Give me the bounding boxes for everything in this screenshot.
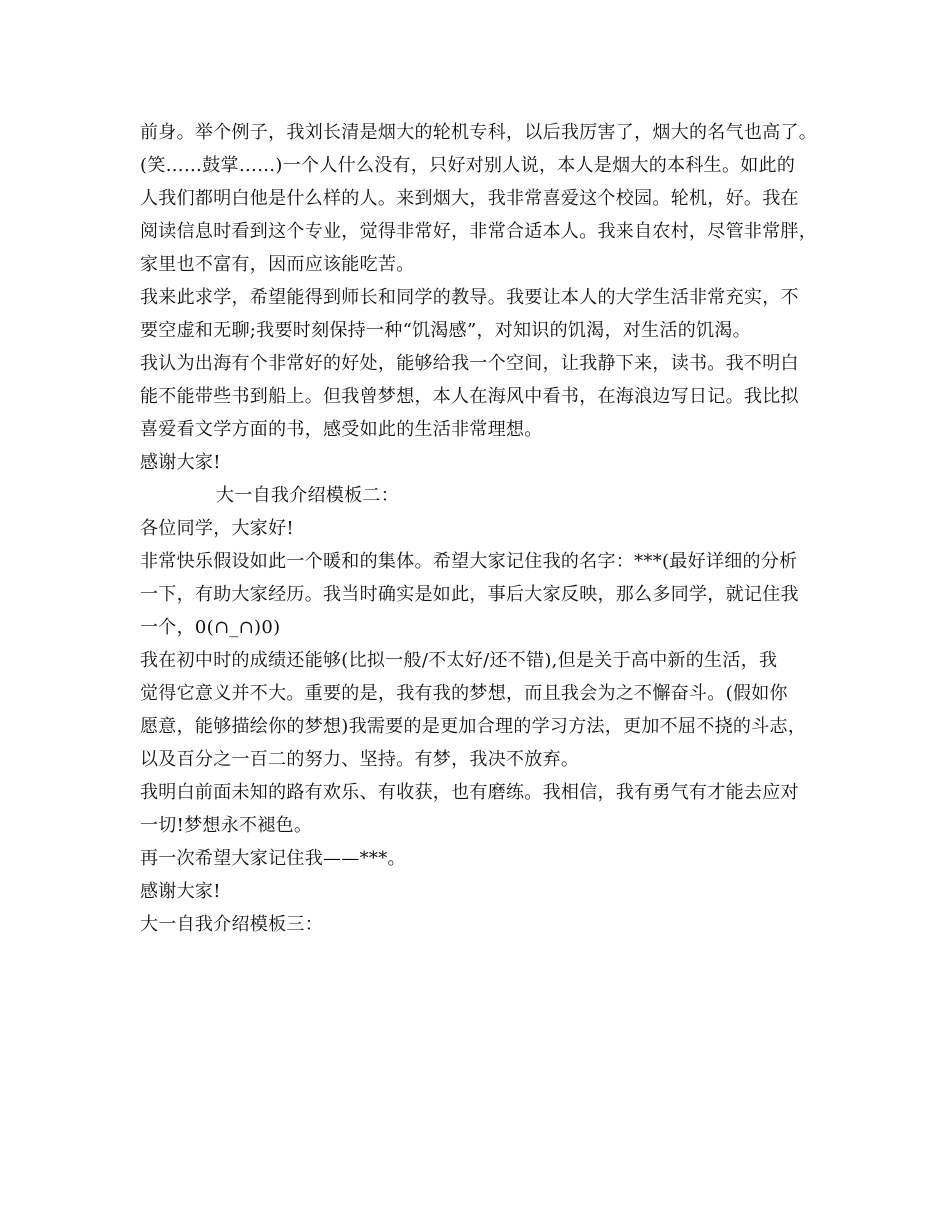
paragraph [140,116,840,281]
paragraph [140,545,840,644]
text-line: 非常快乐假设如此一个暖和的集体。希望大家记住我的名字：***(最好详细的分析 [140,551,798,572]
text-line: 再一次希望大家记住我——***。 [140,848,406,869]
text-line: 觉得它意义并不大。重要的是，我有我的梦想，而且我会为之不懈奋斗。(假如你 [140,683,788,704]
text-line: 我在初中时的成绩还能够(比拟一般/不太好/还不错),但是关于高中新的生活，我 [140,650,778,671]
text-line: 一切!梦想永不褪色。 [140,815,313,836]
text-line: 人我们都明白他是什么样的人。来到烟大，我非常喜爱这个校园。轮机，好。我在 [140,188,799,209]
text-line: 大一自我介绍模板三： [140,914,323,935]
text-line: 家里也不富有，因而应该能吃苦。 [140,254,415,275]
paragraph [140,281,840,347]
text-line: 以及百分之一百二的努力、坚持。有梦，我决不放弃。 [140,749,580,770]
text-line: 一个，0(∩_∩)0) [140,617,281,638]
section-heading [140,479,840,512]
closing-line [140,875,840,908]
text-line: 能不能带些书到船上。但我曾梦想，本人在海风中看书，在海浪边写日记。我比拟 [140,386,799,407]
text-line: 我来此求学，希望能得到师长和同学的教导。我要让本人的大学生活非常充实，不 [140,287,799,308]
text-line: 大一自我介绍模板二： [216,485,399,506]
paragraph [140,644,840,776]
text-line: 喜爱看文学方面的书，感受如此的生活非常理想。 [140,419,543,440]
text-line: 感谢大家! [140,881,221,902]
document-body [140,116,840,941]
text-line: 前身。举个例子，我刘长清是烟大的轮机专科，以后我厉害了，烟大的名气也高了。 [140,122,818,143]
text-line: 我认为出海有个非常好的好处，能够给我一个空间，让我静下来，读书。我不明白 [140,353,799,374]
text-line: 阅读信息时看到这个专业，觉得非常好，非常合适本人。我来自农村，尽管非常胖， [140,221,818,242]
text-line: 我明白前面未知的路有欢乐、有收获，也有磨练。我相信，我有勇气有才能去应对 [140,782,799,803]
text-line: 要空虚和无聊;我要时刻保持一种“饥渴感”，对知识的饥渴，对生活的饥渴。 [140,320,751,341]
closing-line [140,446,840,479]
section-heading [140,908,840,941]
text-line: 各位同学，大家好! [140,518,294,539]
text-line: 愿意，能够描绘你的梦想)我需要的是更加合理的学习方法，更加不屈不挠的斗志， [140,716,807,737]
text-line: 一下，有助大家经历。我当时确实是如此，事后大家反映，那么多同学，就记住我 [140,584,799,605]
paragraph [140,347,840,446]
text-line: (笑……鼓掌……)一个人什么没有，只好对别人说，本人是烟大的本科生。如此的 [140,155,796,176]
paragraph [140,776,840,842]
paragraph [140,842,840,875]
text-line: 感谢大家! [140,452,221,473]
greeting-line [140,512,840,545]
